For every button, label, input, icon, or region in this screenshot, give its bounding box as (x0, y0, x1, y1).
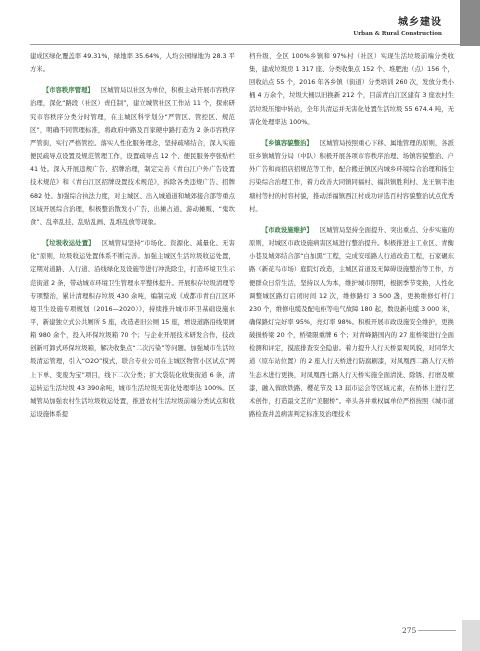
section-tag: 【市政设施维护】 (261, 226, 313, 234)
section-title-zh: 城乡建设 (398, 17, 442, 28)
section-body: 区城管局按照重心下移、属地管理的原则，各派驻乡镇城管分局（中队）积极开展各项市容秩序治理、场镇容貌整治、户外广告和商招店招规范等工作，配合搬迁镇区内城乡环境综合治理和扬尘污染综合治理工作，着力改善大同镇同福村、福洪镇胜利村、龙王镇半池塘村等村的村容村貌，推动洋福镇西江村成功评选百村容貌整治试点优秀村。 (249, 139, 454, 213)
section-body: 区城管局坚持全面提升、突出重点、分步实施的原则，对城区市政设施病害区域进行整治提升。积极推进主工业区、青衡小巷及城郊结合部“白加黑”工程，完成安瑶路人行道改造工程，石家碾东路（新花鸟市场）庭院灯改造，主城区首道及无障碍设施整治等工作，方便群众日常生活，坚持以人为本，维护城市照明，根据季节变换，人性化调整城区路灯启闭时间 12 次，维修路灯 3 500 盏，更换维修灯杆门 230 个，维修电缆及配电柜等电气故障 180 起，数设新电缆 3 000 米，确保路灯完好率 95%，亮灯率 98%。积极开展市政设施安全维护，更换破损桥梁 20 个，桥梁限重牌 6 个；对青峰路国内的 27 座桥梁进行全面检测和评定，摸底排查安全隐患。着力提升人行天桥景观风貌，对同华大道（原车站位置）的 2 座人行天桥进行防腐刷漆，对凤凰西二路人行天桥生态木进行更换，对凤凰西七路人行天桥实施全面清洗、除锈、打磨及喷漆，融入蓉欧铁路、樱花节及 13 届市运会等区域元素，在桥体上进行艺术创作，打造最文艺的“美腿桥”。牵头各并重权属单位严格按照《城市道路检查井盖病害判定标准及治理技术 (249, 226, 454, 419)
continued-paragraph: 档升级，全区 100%乡镇和 97%村（社区）实现生活垃圾前端分类收集，建成垃圾房 1 317 座、分类收集点 152 个、堆肥池（点）156 个，回收站点 55 个，2016 年各乡镇（街道）分类培训 260 次，发放分类小桶 4 万余个，垃圾大桶以旧换新 212 个，目前青白江区建有 3 座农村生活垃圾压缩中转站，全年共清运并无害化处置生活垃圾 55 674.4 吨，无害化处理率达 100%。 (249, 53, 455, 126)
section-title-en: Urban & Rural Construction (353, 31, 442, 37)
left-column (30, 50, 235, 421)
section-tag: 【乡镇容貌整治】 (261, 139, 313, 147)
page-number: 275 (402, 626, 417, 635)
section-tag: 【市容秩序管理】 (42, 87, 94, 95)
footer-line (418, 630, 456, 631)
header-titles (353, 16, 442, 38)
intro-paragraph: 建成区绿化覆盖率 49.31%，绿地率 35.64%，人均公园绿地为 28.3 平方米。 (30, 53, 235, 74)
header-bar (460, 0, 480, 46)
section-body: 区城管局坚持“市场化、资源化、减量化、无害化”原则，垃圾收运处置体系不断完善。加强主城区生活垃圾收运处置，定期对道路、人行道、沿线绿化及设施等进行冲洗除尘，打造环境卫生示范街道 2 条，带动城市环境卫生管理水平整体提升。开展积存垃圾清理等专项整治，累计清理积存垃圾 430 余吨，编制完成《成都市青白江区环境卫生设施专项规划（2016—2020）》，持续推升城市环卫基础设施水平，新建独立式公共厕所 5 座，改造老旧公厕 15 座，增设道路沿线果屑箱 980 余个，投入环保垃圾箱 70 个；与企业开展技术研发合作，技改创新可卸式环保垃圾箱，解决收集点“二次污染”等问题。加强城市生活垃圾清运管理，引入“O2O”模式，联合专业公司在主城区物管小区试点“网上下单、变废为宝”项目，线下二次分类；扩大袋装化收集街道 6 条，清运转运生活垃圾 43 390余吨，城市生活垃圾无害化处理率达 100%。区城管局加强农村生活垃圾收运处置，推进农村生活垃圾前端分类试点和收运设施体系提 (30, 240, 235, 419)
section-body: 区城管局以社区为单位，积极主动开展市容秩序治理，深化“路段（社区）责任制”，建立城管社区工作站 11 个，探索研究市容秩序分类分时管理，在主城区科学划分“严管区、管控区、规范区”，明确不同管理标准，将政府中路及百家硬中路打造为 2 条市容秩序严管街，实行严格管控。落实人性化服务理念，坚持疏堵结合，深入实施便民疏导点设置及规范管理工作，设置疏导点 12 个、便民服务亭张贴栏 41 处。深入开展违规广告、招牌治理，制定完善《青白江户外广告设置技术规范》和《青白江区招牌设置技术规范》，拆除各类违规广告、招牌 682 处。加强综合执法力度，对主城区、出入城通道和城郊接合部等重点区域开展综合治理，积极整治散发小广告、出摊占道、游动摊贩、“鬼坎食”、乱牵乱挂、乱贴乱画、乱堆乱放等现象。 (30, 87, 235, 226)
section-tag: 【垃圾收运处置】 (42, 240, 95, 248)
section-municipal (249, 224, 454, 421)
section-township (249, 137, 454, 216)
section-city-order (30, 84, 235, 229)
section-garbage (30, 237, 235, 421)
right-column (249, 50, 454, 421)
footer-bar (462, 620, 480, 651)
header-rule (30, 44, 460, 45)
